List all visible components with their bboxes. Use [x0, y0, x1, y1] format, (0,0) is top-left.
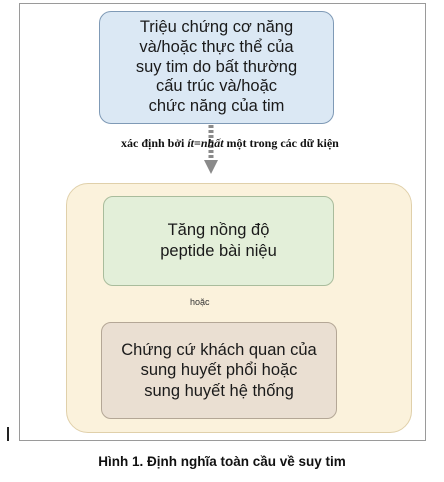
congestion-evidence-box	[101, 322, 337, 419]
natriuretic-peptide-box	[103, 196, 334, 286]
connector-label-emph-2: nhất	[200, 136, 224, 150]
congestion-evidence-text: Chứng cứ khách quan của sung huyết phổi hoặc sung huyết hệ thống	[121, 340, 317, 400]
connector-label-emph-1: ít	[187, 136, 195, 150]
connector-label-after: một trong các dữ kiện	[223, 136, 339, 150]
natriuretic-peptide-text: Tăng nồng độ peptide bài niệu	[160, 221, 277, 260]
heart-failure-symptoms-text: Triệu chứng cơ năng và/hoặc thực thể của suy tim do bất thường cấu trúc và/hoặc chức năng của tim	[135, 18, 298, 116]
connector-label-joiner: =	[194, 136, 201, 150]
connector-label	[121, 136, 339, 151]
or-label: hoặc	[190, 297, 210, 307]
arrow-head	[204, 160, 218, 174]
connector-label-before: xác định bởi	[121, 136, 188, 150]
figure-caption: Hình 1. Định nghĩa toàn cầu về suy tim	[98, 454, 346, 469]
